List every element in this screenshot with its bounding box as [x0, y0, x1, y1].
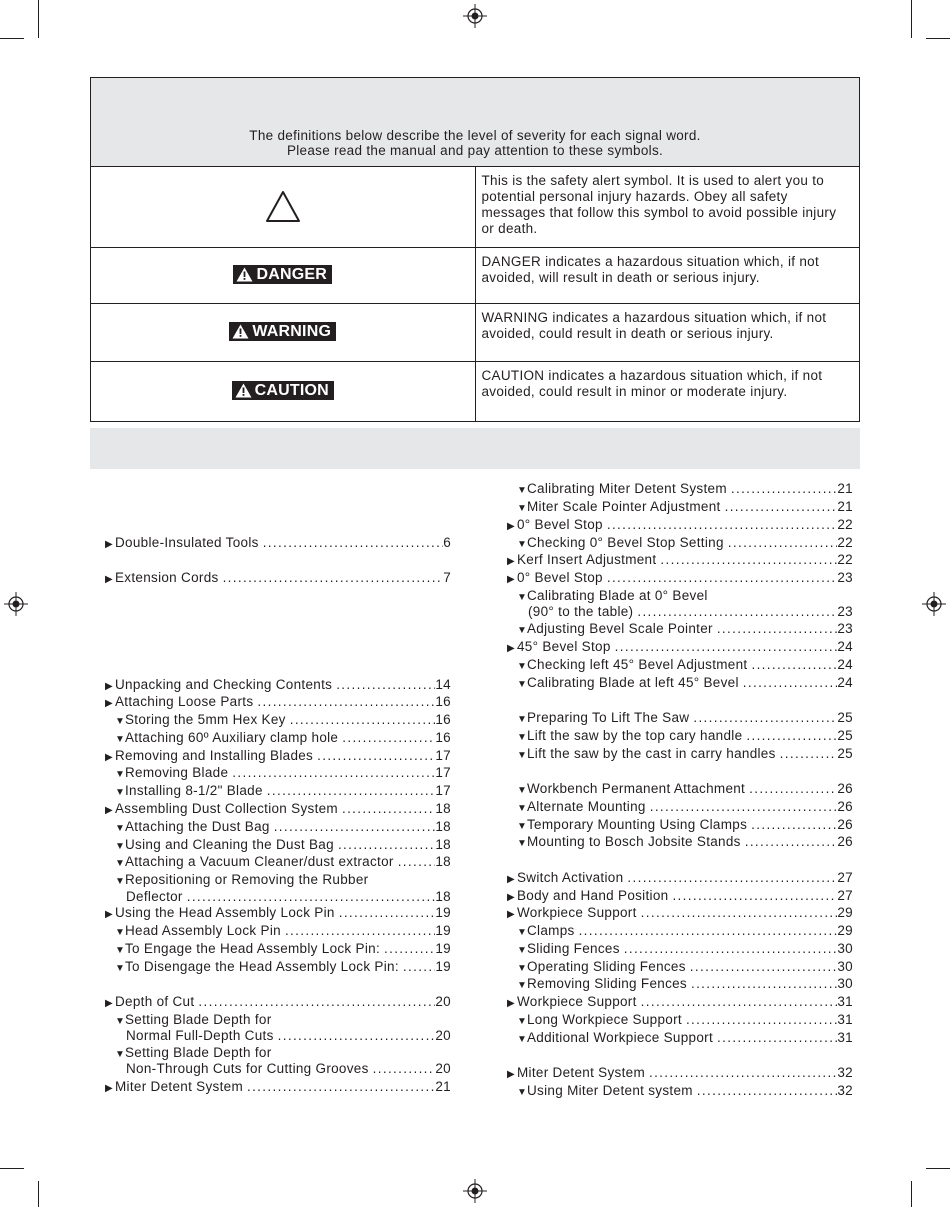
dot-leader	[749, 780, 837, 798]
crop-mark	[926, 38, 950, 39]
right-arrow-icon: ▶	[507, 909, 515, 920]
down-arrow-icon: ▼	[115, 945, 126, 956]
dot-leader	[743, 674, 838, 692]
toc-entry-label: 45° Bevel Stop	[517, 639, 611, 654]
toc-page-number: 23	[837, 604, 853, 619]
toc-page-number: 14	[435, 677, 451, 692]
toc-entry-label: Alternate Mounting	[527, 799, 646, 814]
toc-entry-label: Long Workpiece Support	[527, 1012, 682, 1027]
dot-leader	[624, 940, 838, 958]
down-arrow-icon: ▼	[517, 714, 528, 725]
toc-page-number: 19	[435, 941, 451, 956]
toc-entry-label: (90° to the table)	[528, 604, 634, 619]
toc-entry-label: Clamps	[527, 923, 575, 938]
toc-entry-label: Body and Hand Position	[517, 888, 669, 903]
dot-leader	[672, 887, 837, 905]
right-arrow-icon: ▶	[105, 574, 113, 585]
down-arrow-icon: ▼	[115, 927, 126, 938]
dot-leader	[725, 498, 838, 516]
toc-entry[interactable]	[517, 780, 853, 798]
toc-entry[interactable]	[507, 516, 853, 534]
toc-entry-label: Non-Through Cuts for Cutting Grooves	[126, 1061, 369, 1076]
toc-page-number: 30	[837, 976, 853, 991]
toc-entry[interactable]	[517, 798, 853, 816]
toc-page-number: 31	[837, 1030, 853, 1045]
toc-entry[interactable]	[115, 836, 451, 854]
toc-page-number: 20	[435, 1028, 451, 1043]
toc-entry-label: Checking left 45° Bevel Adjustment	[527, 657, 748, 672]
down-arrow-icon: ▼	[517, 821, 528, 832]
dot-leader	[751, 816, 837, 834]
toc-entry[interactable]	[105, 904, 451, 922]
down-arrow-icon: ▼	[517, 661, 528, 672]
right-arrow-icon: ▶	[507, 892, 515, 903]
right-arrow-icon: ▶	[105, 752, 113, 763]
toc-entry-label: Assembling Dust Collection System	[115, 801, 338, 816]
crop-mark	[926, 1168, 950, 1169]
down-arrow-icon: ▼	[115, 769, 126, 780]
dot-leader	[607, 516, 838, 534]
toc-page-number: 27	[837, 888, 853, 903]
crop-mark	[38, 1181, 39, 1207]
toc-page-number: 16	[435, 712, 451, 727]
down-arrow-icon: ▼	[115, 963, 126, 974]
toc-entry[interactable]	[507, 551, 853, 569]
right-arrow-icon: ▶	[507, 521, 515, 532]
toc-page-number: 29	[837, 905, 853, 920]
toc-entry[interactable]	[115, 940, 451, 958]
caution-description: CAUTION indicates a hazardous situation which, if not avoided, could result in minor or moderate injury.	[475, 362, 860, 422]
intro-line: Please read the manual and pay attention to these symbols.	[286, 143, 664, 158]
caution-badge	[232, 381, 334, 400]
toc-page-number: 16	[435, 730, 451, 745]
dot-leader	[342, 729, 435, 747]
toc-page-number: 24	[837, 639, 853, 654]
toc-entry[interactable]	[115, 764, 451, 782]
safety-alert-symbol-cell	[91, 167, 476, 248]
dot-leader	[660, 551, 837, 569]
toc-entry[interactable]	[105, 569, 451, 587]
toc-entry-label: Using Miter Detent system	[527, 1083, 693, 1098]
right-arrow-icon: ▶	[105, 998, 113, 1009]
down-arrow-icon: ▼	[115, 1049, 126, 1060]
down-arrow-icon: ▼	[517, 1034, 528, 1045]
toc-entry-label: Using the Head Assembly Lock Pin	[115, 905, 335, 920]
toc-entry-label: Attaching Loose Parts	[115, 694, 254, 709]
dot-leader	[690, 958, 838, 976]
toc-page-number: 16	[435, 694, 451, 709]
toc-entry-label: Unpacking and Checking Contents	[115, 677, 333, 692]
toc-page-number: 18	[435, 801, 451, 816]
toc-entry-label: Head Assembly Lock Pin	[125, 923, 281, 938]
registration-mark-icon	[4, 592, 28, 616]
danger-badge	[233, 265, 332, 284]
toc-page-number: 25	[837, 728, 853, 743]
dot-leader	[751, 656, 837, 674]
right-arrow-icon: ▶	[105, 539, 113, 550]
down-arrow-icon: ▼	[517, 927, 528, 938]
dot-leader	[697, 1082, 838, 1100]
warning-triangle-icon	[232, 324, 249, 339]
toc-entry[interactable]	[115, 782, 451, 800]
down-arrow-icon: ▼	[517, 963, 528, 974]
toc-entry[interactable]	[507, 869, 853, 887]
dot-leader	[693, 709, 837, 727]
dot-leader	[649, 1064, 837, 1082]
dot-leader	[615, 638, 838, 656]
down-arrow-icon: ▼	[115, 787, 126, 798]
toc-page-number: 17	[435, 765, 451, 780]
right-arrow-icon: ▶	[105, 909, 113, 920]
dot-leader	[257, 693, 435, 711]
dot-leader	[336, 676, 435, 694]
toc-entry[interactable]	[517, 727, 853, 745]
toc-page-number: 21	[837, 481, 853, 496]
dot-leader	[637, 603, 837, 621]
toc-page-number: 32	[837, 1065, 853, 1080]
down-arrow-icon: ▼	[115, 841, 126, 852]
toc-entry[interactable]	[517, 498, 853, 516]
danger-symbol-cell	[91, 248, 476, 304]
toc-entry[interactable]	[517, 940, 853, 958]
down-arrow-icon: ▼	[517, 539, 528, 550]
down-arrow-icon: ▼	[115, 1016, 126, 1027]
dot-leader	[398, 853, 436, 871]
dot-leader	[263, 534, 443, 552]
toc-entry-label: Workpiece Support	[517, 905, 637, 920]
toc-entry-label: Additional Workpiece Support	[527, 1030, 714, 1045]
toc-entry-label: Preparing To Lift The Saw	[527, 710, 690, 725]
toc-page-number: 27	[837, 870, 853, 885]
dot-leader	[338, 836, 435, 854]
toc-entry[interactable]	[115, 818, 451, 836]
toc-entry[interactable]	[115, 853, 451, 871]
toc-page-number: 17	[435, 783, 451, 798]
toc-page-number: 7	[443, 570, 451, 585]
toc-entry-label: Repositioning or Removing the Rubber	[125, 872, 369, 887]
toc-entry[interactable]	[115, 922, 451, 940]
toc-entry[interactable]	[517, 816, 853, 834]
right-arrow-icon: ▶	[105, 698, 113, 709]
toc-page-number: 19	[435, 959, 451, 974]
toc-page-number: 24	[837, 675, 853, 690]
toc-entry-label: Attaching 60º Auxiliary clamp hole	[125, 730, 339, 745]
toc-page-number: 18	[435, 819, 451, 834]
right-arrow-icon: ▶	[105, 681, 113, 692]
toc-page-number: 20	[435, 994, 451, 1009]
down-arrow-icon: ▼	[517, 592, 528, 603]
toc-entry-label: Normal Full-Depth Cuts	[126, 1028, 274, 1043]
toc-entry[interactable]	[517, 922, 853, 940]
toc-page-number: 17	[435, 748, 451, 763]
safety-alert-triangle-icon	[265, 190, 301, 224]
toc-page-number: 25	[837, 710, 853, 725]
down-arrow-icon: ▼	[517, 625, 528, 636]
dot-leader	[717, 1029, 837, 1047]
toc-entry-label: Attaching the Dust Bag	[125, 819, 270, 834]
dot-leader	[650, 798, 838, 816]
toc-entry-label: 0° Bevel Stop	[517, 570, 603, 585]
dot-leader	[717, 620, 838, 638]
dot-leader	[317, 747, 435, 765]
down-arrow-icon: ▼	[517, 485, 528, 496]
dot-leader	[728, 534, 838, 552]
down-arrow-icon: ▼	[517, 503, 528, 514]
toc-entry[interactable]	[115, 958, 451, 976]
toc-page-number: 22	[837, 517, 853, 532]
section-header-bar	[90, 428, 860, 469]
toc-entry-label: 0° Bevel Stop	[517, 517, 603, 532]
dot-leader	[285, 922, 435, 940]
dot-leader	[731, 480, 838, 498]
dot-leader	[278, 1027, 436, 1045]
toc-entry-label: Kerf Insert Adjustment	[517, 552, 657, 567]
dot-leader	[198, 993, 435, 1011]
toc-page-number: 21	[837, 499, 853, 514]
dot-leader	[342, 800, 435, 818]
toc-entry[interactable]	[507, 1064, 853, 1082]
badge-label: WARNING	[252, 322, 332, 340]
down-arrow-icon: ▼	[517, 750, 528, 761]
toc-page-number: 26	[837, 834, 853, 849]
toc-page-number: 30	[837, 941, 853, 956]
down-arrow-icon: ▼	[517, 803, 528, 814]
toc-entry-label: To Disengage the Head Assembly Lock Pin:	[125, 959, 399, 974]
toc-entry[interactable]	[105, 676, 451, 694]
dot-leader	[579, 922, 838, 940]
dot-leader	[290, 711, 436, 729]
toc-page-number: 31	[837, 994, 853, 1009]
down-arrow-icon: ▼	[517, 838, 528, 849]
toc-entry[interactable]	[517, 709, 853, 727]
toc-entry[interactable]	[517, 480, 853, 498]
toc-entry-label: Attaching a Vacuum Cleaner/dust extractor	[125, 854, 394, 869]
toc-entry[interactable]	[105, 993, 451, 1011]
crop-mark	[911, 1181, 912, 1207]
toc-entry[interactable]	[517, 958, 853, 976]
toc-entry-label: Miter Detent System	[115, 1079, 243, 1094]
toc-entry[interactable]	[507, 887, 853, 905]
right-arrow-icon: ▶	[105, 805, 113, 816]
toc-entry[interactable]	[105, 534, 451, 552]
toc-entry-label: Storing the 5mm Hex Key	[125, 712, 286, 727]
toc-entry-label: Extension Cords	[115, 570, 219, 585]
toc-page-number: 18	[435, 889, 451, 904]
warning-description: WARNING indicates a hazardous situation which, if not avoided, could result in death or serious injury.	[475, 304, 860, 362]
toc-entry[interactable]	[517, 833, 853, 851]
toc-page-number: 6	[443, 535, 451, 550]
dot-leader	[746, 727, 837, 745]
dot-leader	[223, 569, 444, 587]
toc-entry-label: Adjusting Bevel Scale Pointer	[527, 621, 713, 636]
toc-entry[interactable]	[517, 1011, 853, 1029]
crop-mark	[38, 0, 39, 38]
dot-leader	[384, 940, 435, 958]
toc-entry[interactable]	[517, 620, 853, 638]
dot-leader	[232, 764, 435, 782]
down-arrow-icon: ▼	[115, 734, 126, 745]
toc-entry-label: Checking 0° Bevel Stop Setting	[527, 535, 724, 550]
dot-leader	[607, 569, 838, 587]
down-arrow-icon: ▼	[517, 945, 528, 956]
down-arrow-icon: ▼	[115, 858, 126, 869]
toc-page-number: 19	[435, 905, 451, 920]
toc-page-number: 31	[837, 1012, 853, 1027]
badge-label: CAUTION	[254, 381, 329, 399]
toc-entry[interactable]	[507, 638, 853, 656]
danger-description: DANGER indicates a hazardous situation which, if not avoided, will result in death or serious injury.	[475, 248, 860, 304]
toc-entry-label: Mounting to Bosch Jobsite Stands	[527, 834, 741, 849]
down-arrow-icon: ▼	[517, 1016, 528, 1027]
toc-entry-label: To Engage the Head Assembly Lock Pin:	[125, 941, 380, 956]
toc-entry-label: Setting Blade Depth for	[125, 1012, 272, 1027]
safety-symbols-table	[90, 77, 860, 422]
toc-page-number: 26	[837, 817, 853, 832]
toc-entry[interactable]	[105, 800, 451, 818]
toc-entry-label: Removing Blade	[125, 765, 229, 780]
right-arrow-icon: ▶	[507, 874, 515, 885]
toc-entry-label: Calibrating Blade at 0° Bevel	[527, 588, 708, 603]
registration-mark-icon	[463, 1179, 487, 1203]
dot-leader	[267, 782, 436, 800]
toc-page-number: 24	[837, 657, 853, 672]
down-arrow-icon: ▼	[517, 1087, 528, 1098]
toc-entry[interactable]	[126, 1027, 451, 1045]
dot-leader	[641, 993, 838, 1011]
right-arrow-icon: ▶	[105, 1083, 113, 1094]
down-arrow-icon: ▼	[517, 785, 528, 796]
right-arrow-icon: ▶	[507, 998, 515, 1009]
warning-badge	[229, 322, 336, 341]
right-arrow-icon: ▶	[507, 556, 515, 567]
down-arrow-icon: ▼	[115, 716, 126, 727]
dot-leader	[247, 1078, 435, 1096]
toc-entry-label: Operating Sliding Fences	[527, 959, 686, 974]
toc-entry-label: Using and Cleaning the Dust Bag	[125, 837, 334, 852]
toc-entry-label: Temporary Mounting Using Clamps	[527, 817, 748, 832]
toc-page-number: 30	[837, 959, 853, 974]
toc-entry[interactable]	[105, 1078, 451, 1096]
toc-entry[interactable]	[115, 711, 451, 729]
down-arrow-icon: ▼	[517, 980, 528, 991]
dot-leader	[745, 833, 838, 851]
toc-entry[interactable]	[105, 693, 451, 711]
down-arrow-icon: ▼	[115, 876, 126, 887]
down-arrow-icon: ▼	[115, 823, 126, 834]
warning-symbol-cell	[91, 304, 476, 362]
dot-leader	[373, 1060, 436, 1078]
toc-entry-label: Workpiece Support	[517, 994, 637, 1009]
toc-page-number: 21	[435, 1079, 451, 1094]
toc-entry[interactable]	[126, 1060, 451, 1078]
toc-page-number: 32	[837, 1083, 853, 1098]
toc-entry[interactable]	[517, 1029, 853, 1047]
toc-entry[interactable]	[517, 656, 853, 674]
warning-triangle-icon	[235, 383, 252, 398]
toc-page-number: 29	[837, 923, 853, 938]
toc-entry[interactable]	[507, 993, 853, 1011]
crop-mark	[911, 0, 912, 38]
toc-entry-label: Sliding Fences	[527, 941, 620, 956]
toc-entry-label: Setting Blade Depth for	[125, 1045, 272, 1060]
toc-page-number: 19	[435, 923, 451, 938]
toc-entry-label: Miter Scale Pointer Adjustment	[527, 499, 721, 514]
toc-page-number: 26	[837, 799, 853, 814]
toc-entry[interactable]	[517, 674, 853, 692]
right-arrow-icon: ▶	[507, 643, 515, 654]
dot-leader	[274, 818, 436, 836]
toc-entry-label: Removing and Installing Blades	[115, 748, 314, 763]
toc-page-number: 25	[837, 746, 853, 761]
toc-entry[interactable]	[517, 1082, 853, 1100]
toc-entry-label: Lift the saw by the top cary handle	[527, 728, 743, 743]
toc-entry-label: Switch Activation	[517, 870, 624, 885]
toc-entry-label: Double-Insulated Tools	[115, 535, 259, 550]
toc-entry-label: Lift the saw by the cast in carry handles	[527, 746, 776, 761]
badge-label: DANGER	[256, 265, 328, 283]
toc-entry-label: Workbench Permanent Attachment	[527, 781, 746, 796]
toc-entry	[115, 871, 451, 889]
toc-entry-label: Calibrating Blade at left 45° Bevel	[527, 675, 739, 690]
dot-leader	[686, 1011, 837, 1029]
toc-entry-label: Depth of Cut	[115, 994, 195, 1009]
toc-page-number: 18	[435, 854, 451, 869]
crop-mark	[0, 1168, 24, 1169]
caution-symbol-cell	[91, 362, 476, 422]
registration-mark-icon	[922, 592, 946, 616]
safety-alert-description: This is the safety alert symbol. It is used to alert you to potential personal injury hazards. Obey all safety messages that follow this symbol to avoid possible injury or death.	[475, 167, 860, 248]
toc-page-number: 20	[435, 1061, 451, 1076]
dot-leader	[780, 745, 838, 763]
down-arrow-icon: ▼	[517, 679, 528, 690]
toc-page-number: 18	[435, 837, 451, 852]
toc-entry[interactable]	[105, 747, 451, 765]
toc-entry-label: Miter Detent System	[517, 1065, 645, 1080]
toc-page-number: 23	[837, 570, 853, 585]
toc-entry-label: Calibrating Miter Detent System	[527, 481, 727, 496]
toc-entry[interactable]	[528, 603, 853, 621]
intro-line: The definitions below describe the level of severity for each signal word.	[249, 128, 701, 143]
registration-mark-icon	[463, 4, 487, 28]
down-arrow-icon: ▼	[517, 732, 528, 743]
dot-leader	[339, 904, 436, 922]
right-arrow-icon: ▶	[507, 574, 515, 585]
toc-entry[interactable]	[507, 904, 853, 922]
warning-triangle-icon	[236, 267, 253, 282]
toc-page-number: 22	[837, 535, 853, 550]
toc-entry[interactable]	[115, 729, 451, 747]
toc-page-number: 26	[837, 781, 853, 796]
dot-leader	[627, 869, 837, 887]
toc-entry[interactable]	[517, 975, 853, 993]
toc-page-number: 23	[837, 621, 853, 636]
dot-leader	[691, 975, 837, 993]
toc-page-number: 22	[837, 552, 853, 567]
toc-entry-label: Installing 8-1/2" Blade	[125, 783, 263, 798]
toc-entry[interactable]	[517, 534, 853, 552]
dot-leader	[403, 958, 435, 976]
crop-mark	[0, 38, 24, 39]
toc-entry-label: Removing Sliding Fences	[527, 976, 687, 991]
toc-entry-label: Deflector	[126, 889, 183, 904]
right-arrow-icon: ▶	[507, 1069, 515, 1080]
safety-table-intro	[91, 78, 860, 167]
dot-leader	[641, 904, 838, 922]
toc-entry[interactable]	[507, 569, 853, 587]
toc-entry[interactable]	[517, 745, 853, 763]
